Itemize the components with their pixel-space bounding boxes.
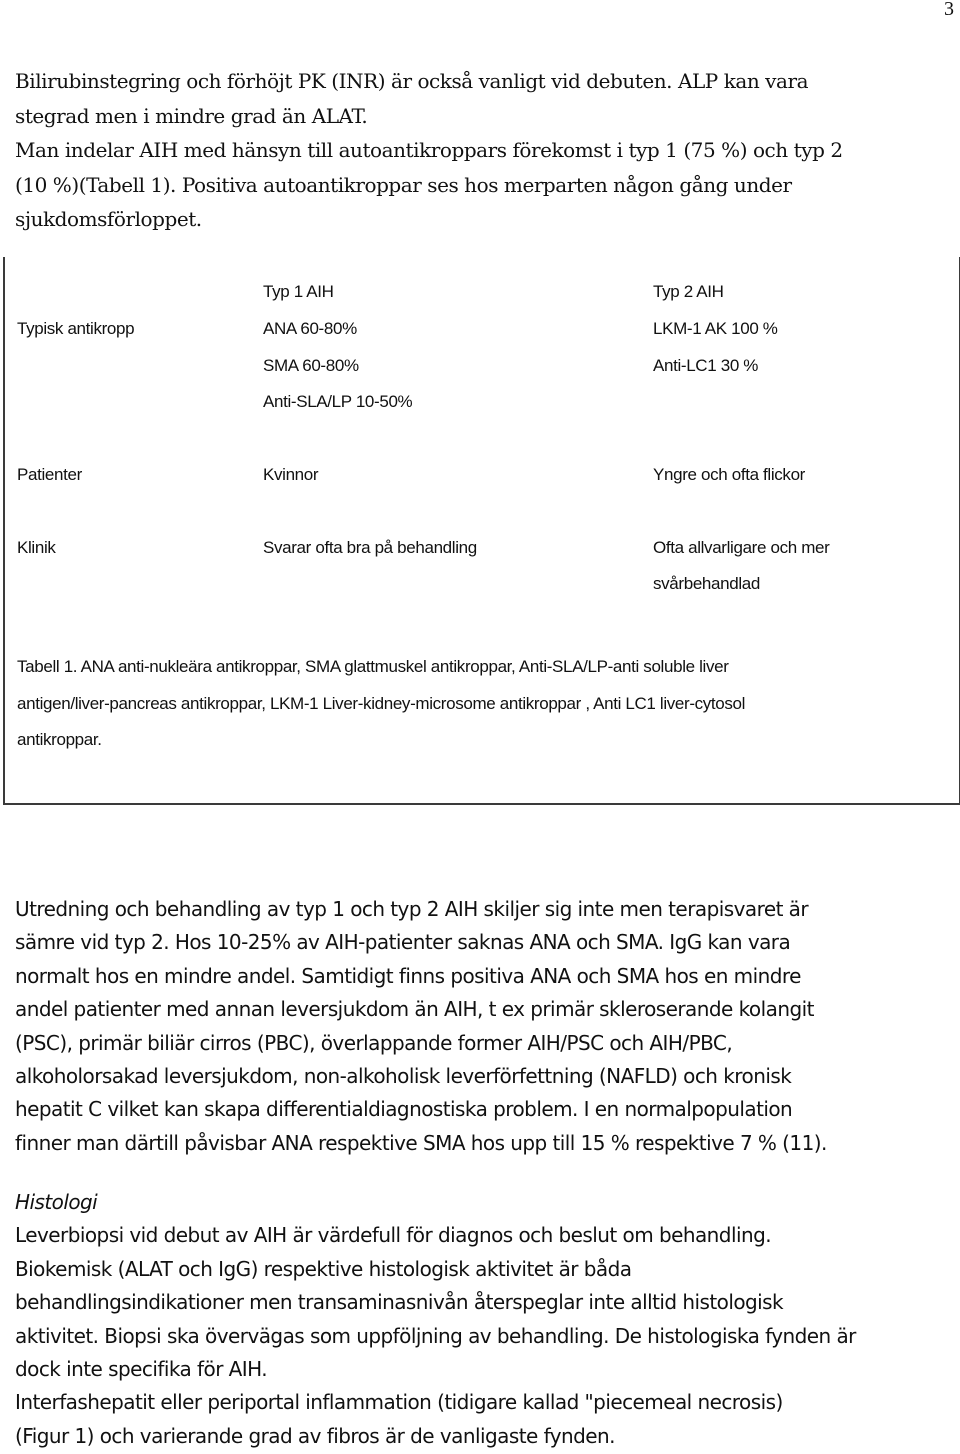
table-cell: Yngre och ofta flickor xyxy=(653,465,805,484)
table-cell: svårbehandlad xyxy=(653,574,760,593)
table-cell: Anti-SLA/LP 10-50% xyxy=(263,392,413,411)
aih-type-table xyxy=(3,257,960,805)
row-label-patienter: Patienter xyxy=(17,465,82,484)
intro-paragraph xyxy=(15,64,945,237)
table-header-typ1: Typ 1 AIH xyxy=(263,282,334,301)
text-line: (Figur 1) och varierande grad av fibros är de vanligaste fynden. xyxy=(15,1423,615,1448)
table-cell: Anti-LC1 30 % xyxy=(653,356,759,375)
text-line: finner man därtill påvisbar ANA respektive SMA hos upp till 15 % respektive 7 % (11). xyxy=(15,1130,827,1155)
caption-line: antikroppar. xyxy=(17,730,102,749)
text-line: Bilirubinstegring och förhöjt PK (INR) är också vanligt vid debuten. ALP kan vara xyxy=(15,69,809,93)
caption-line: Tabell 1. ANA anti-nukleära antikroppar, SMA glattmuskel antikroppar, Anti-SLA/LP-anti soluble liver xyxy=(17,657,729,676)
text-line: Man indelar AIH med hänsyn till autoantikroppars förekomst i typ 1 (75 %) och typ 2 xyxy=(15,138,843,162)
text-line: Leverbiopsi vid debut av AIH är värdefull för diagnos och beslut om behandling. xyxy=(15,1223,772,1248)
table-header-typ2: Typ 2 AIH xyxy=(653,282,724,301)
text-line: sjukdomsförloppet. xyxy=(15,207,202,231)
text-line: (PSC), primär biliär cirros (PBC), överlappande former AIH/PSC och AIH/PBC, xyxy=(15,1030,733,1055)
text-line: behandlingsindikationer men transaminasnivån återspeglar inte alltid histologisk xyxy=(15,1290,784,1315)
text-line: stegrad men i mindre grad än ALAT. xyxy=(15,103,368,128)
table-cell: ANA 60-80% xyxy=(263,319,357,338)
text-line: normalt hos en mindre andel. Samtidigt finns positiva ANA och SMA hos en mindre xyxy=(15,963,801,988)
utredning-paragraph xyxy=(15,893,950,1160)
section-heading: Histologi xyxy=(15,1190,98,1214)
page-number: 3 xyxy=(944,0,954,20)
table-caption xyxy=(17,649,952,759)
table-cell: SMA 60-80% xyxy=(263,356,359,375)
text-line: (10 %)(Tabell 1). Positiva autoantikroppar ses hos merparten någon gång under xyxy=(15,172,792,197)
table-cell: Kvinnor xyxy=(263,465,319,484)
row-label-klinik: Klinik xyxy=(17,538,56,557)
table-cell: Svarar ofta bra på behandling xyxy=(263,538,477,557)
text-line: aktivitet. Biopsi ska övervägas som uppföljning av behandling. De histologiska fynden är xyxy=(15,1323,856,1348)
row-label-antikropp: Typisk antikropp xyxy=(17,319,135,338)
text-line: hepatit C vilket kan skapa differentialdiagnostiska problem. I en normalpopulation xyxy=(15,1097,793,1122)
text-line: sämre vid typ 2. Hos 10-25% av AIH-patienter saknas ANA och SMA. IgG kan vara xyxy=(15,930,791,955)
text-line: andel patienter med annan leversjukdom än AIH, t ex primär skleroserande kolangit xyxy=(15,997,814,1022)
text-line: Biokemisk (ALAT och IgG) respektive histologisk aktivitet är båda xyxy=(15,1256,632,1281)
text-line: dock inte specifika för AIH. xyxy=(15,1357,268,1382)
text-line: alkoholorsakad leversjukdom, non-alkoholisk leverförfettning (NAFLD) och kronisk xyxy=(15,1064,792,1089)
histologi-section xyxy=(15,1186,950,1453)
text-line: Interfashepatit eller periportal inflammation (tidigare kallad "piecemeal necrosis) xyxy=(15,1390,783,1415)
text-line: Utredning och behandling av typ 1 och typ 2 AIH skiljer sig inte men terapisvaret är xyxy=(15,897,809,921)
caption-line: antigen/liver-pancreas antikroppar, LKM-1 Liver-kidney-microsome antikroppar , Anti LC1 liver-cytosol xyxy=(17,693,746,713)
table-cell: Ofta allvarligare och mer xyxy=(653,538,830,557)
table-cell: LKM-1 AK 100 % xyxy=(653,319,778,338)
